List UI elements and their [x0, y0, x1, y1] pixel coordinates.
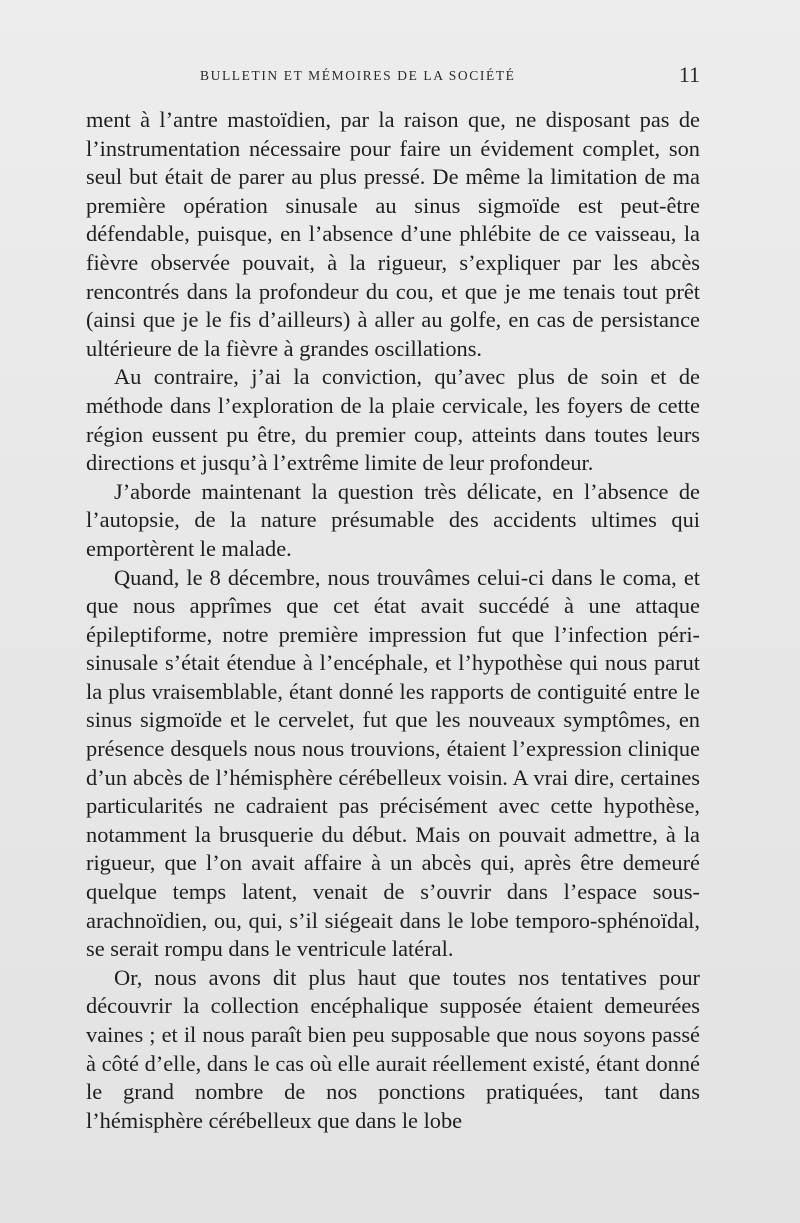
paragraph: Or, nous avons dit plus haut que toutes nos tentatives pour découvrir la collection encéphalique supposée étaient demeurées vaines ; et il nous paraît bien peu supposable que nous soyons passé à côté d’elle, dans le cas où elle aurait réellement existé, étant donné le grand nombre de nos ponctions pratiquées, tant dans l’hémisphère cérébelleux que dans le lobe — [86, 964, 700, 1133]
paragraph: Quand, le 8 décembre, nous trouvâmes celui-ci dans le coma, et que nous apprîmes que cet état avait succédé à une attaque épileptiforme, notre première impression fut que l’infection péri-sinusale s’était étendue à l’encéphale, et l’hypothèse qui nous parut la plus vraisemblable, étant donné les rapports de contiguité entre le sinus sigmoïde et le cervelet, fut que les nouveaux symptômes, en présence desquels nous nous trouvions, étaient l’expression clinique d’un abcès de l’hémisphère cérébelleux voisin. A vrai dire, certaines particularités ne cadraient pas précisément avec cette hypothèse, notamment la brusquerie du début. Mais on pouvait admettre, à la rigueur, que l’on avait affaire à un abcès qui, après être demeuré quelque temps latent, venait de s’ouvrir dans l’espace sous-arachnoïdien, ou, qui, s’il siégeait dans le lobe temporo-sphénoïdal, se serait rompu dans le ventricule latéral. — [86, 564, 700, 962]
paragraph: Au contraire, j’ai la conviction, qu’avec plus de soin et de méthode dans l’exploration de la plaie cervicale, les foyers de cette région eussent pu être, du premier coup, atteints dans toutes leurs directions et jusqu’à l’extrême limite de leur profondeur. — [86, 364, 700, 476]
running-head: BULLETIN ET MÉMOIRES DE LA SOCIÉTÉ — [200, 68, 516, 83]
page-header — [86, 62, 700, 92]
page-number: 11 — [678, 62, 700, 87]
body-text — [86, 106, 700, 1135]
paragraph: ment à l’antre mastoïdien, par la raison que, ne disposant pas de l’instrumentation nécessaire pour faire un évidement complet, son seul but était de parer au plus pressé. De même la limitation de ma première opération sinusale au sinus sigmoïde est peut-être défendable, puisque, en l’absence d’une phlébite de ce vaisseau, la fièvre observée pouvait, à la rigueur, s’expliquer par les abcès rencontrés dans la profondeur du cou, et que je me tenais tout prêt (ainsi que je le fis d’ailleurs) à aller au golfe, en cas de persistance ultérieure de la fièvre à grandes oscillations. — [86, 107, 700, 361]
paragraph: J’aborde maintenant la question très délicate, en l’absence de l’autopsie, de la nature présumable des accidents ultimes qui emportèrent le malade. — [86, 478, 700, 561]
